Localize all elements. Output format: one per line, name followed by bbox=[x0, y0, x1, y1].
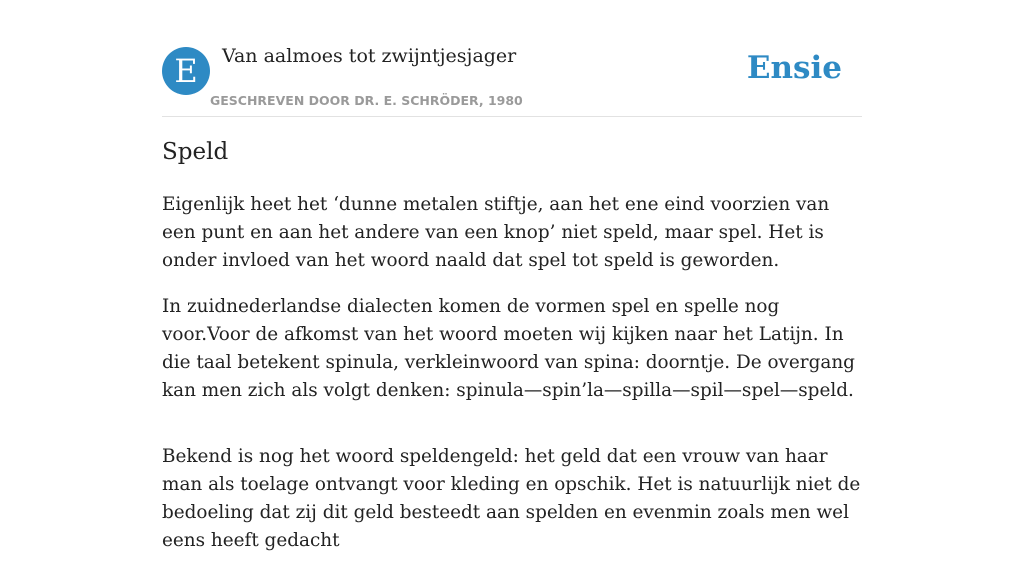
paragraph: In zuidnederlandse dialecten komen de vormen spel en spelle nog voor.Voor de afkomst van het woord moeten wij kijken naar het Latijn. In die taal betekent spinula, verkleinwoord van spina: doorntje. De overgang kan men zich als volgt denken: spinula—spin’la—spilla—spil—spel—speld. bbox=[162, 296, 855, 401]
book-title[interactable]: Van aalmoes tot zwijntjesjager bbox=[222, 45, 517, 67]
header bbox=[162, 0, 862, 117]
paragraph: Bekend is nog het woord speldengeld: het geld dat een vrouw van haar man als toelage ontvangt voor kleding en opschik. Het is natuurlijk niet de bedoeling dat zij dit geld besteedt aan spelden en evenmin zoals men wel eens heeft gedacht bbox=[162, 446, 861, 551]
paragraph: Eigenlijk heet het ‘dunne metalen stiftje, aan het ene eind voorzien van een punt en aan het andere van een knop’ niet speld, maar spel. Het is onder invloed van het woord naald dat spel tot speld is geworden. bbox=[162, 194, 830, 271]
ensie-logo-icon[interactable]: E bbox=[162, 47, 210, 95]
brand-logo[interactable]: Ensie bbox=[746, 50, 842, 86]
author-byline: GESCHREVEN DOOR DR. E. SCHRÖDER, 1980 bbox=[210, 93, 523, 108]
entry-body bbox=[162, 191, 862, 573]
content-column bbox=[162, 0, 862, 551]
entry-title: Speld bbox=[162, 139, 229, 165]
